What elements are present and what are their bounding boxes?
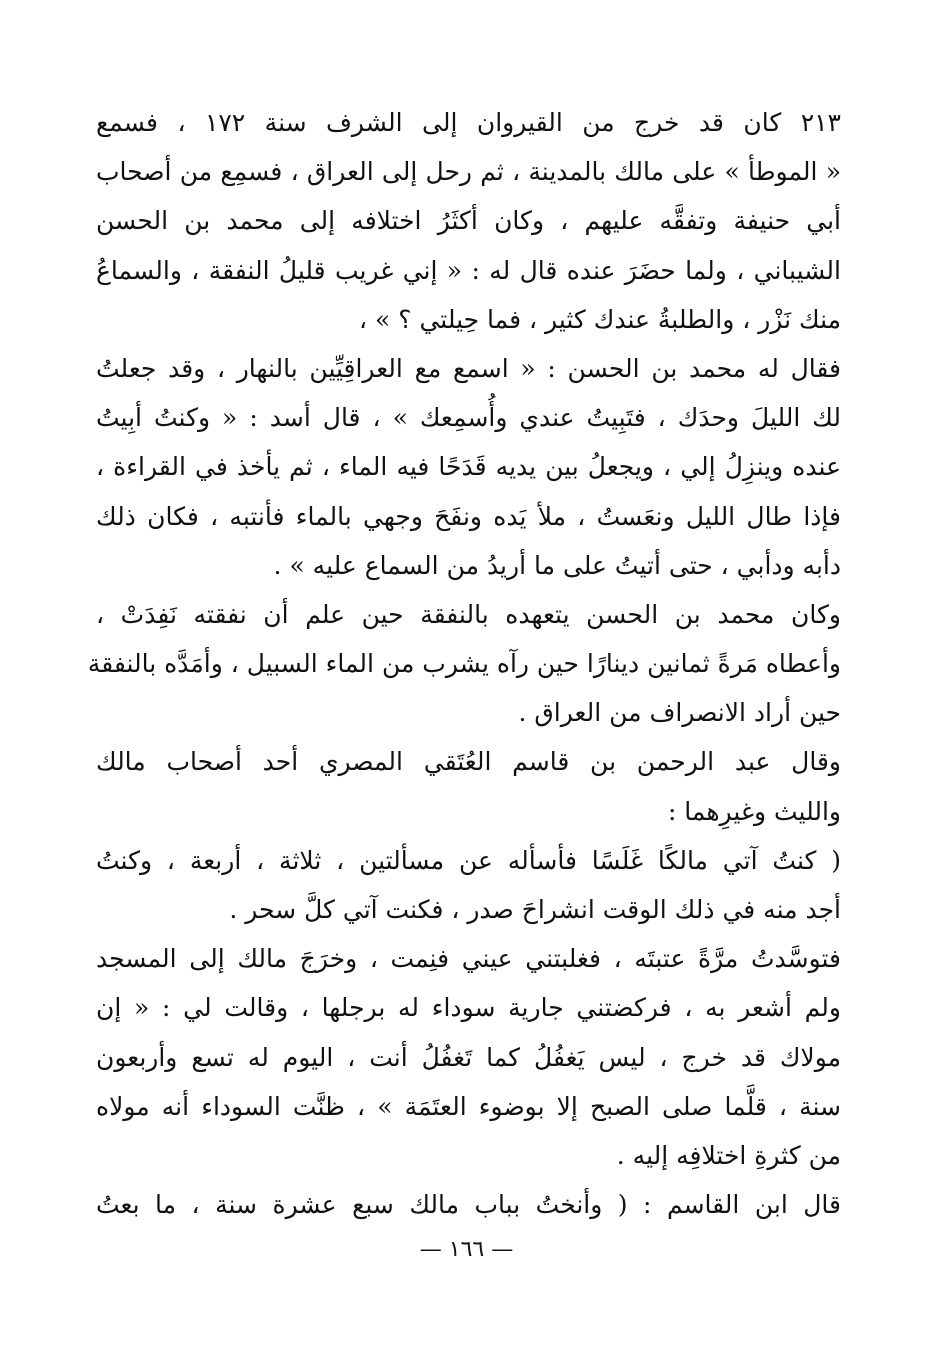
text-line: وأعطاه مَرةً ثمانين دينارًا حين رآه يشرب من الماء السبيل ، وأمَدَّه بالنفقة (87, 649, 841, 679)
body-text (87, 98, 841, 1229)
text-line: وكان محمد بن الحسن يتعهده بالنفقة حين علم أن نفقته نَفِدَتْ ، (96, 599, 841, 629)
text-line: فإذا طال الليل ونعَستُ ، ملأ يَده ونفَحَ وجهي بالماء فأنتبه ، فكان ذلك (96, 501, 841, 531)
text-line: فقال له محمد بن الحسن : « اسمع مع العراقِيِّين بالنهار ، وقد جعلتُ (96, 353, 841, 383)
text-line: مولاك قد خرج ، ليس يَغفُلُ كما تَغفُلُ أنت ، اليوم له تسع وأربعون (96, 1042, 841, 1072)
text-line: الشيباني ، ولما حضَرَ عنده قال له : « إني غريب قليلُ النفقة ، والسماعُ (96, 255, 841, 285)
text-line: وقال عبد الرحمن بن قاسم العُتَقي المصري أحد أصحاب مالك (96, 747, 841, 777)
text-line: لك الليلَ وحدَك ، فتَبِيتُ عندي وأُسمِعك » ، قال أسد : « وكنتُ أبِيتُ (96, 403, 841, 433)
text-line: أجد منه في ذلك الوقت انشراحَ صدر ، فكنت آتي كلَّ سحر . (229, 895, 841, 924)
page-number: — ١٦٦ — (419, 1237, 514, 1262)
text-line: عنده وينزِلُ إلي ، ويجعلُ بين يديه قَدَحًا فيه الماء ، ثم يأخذ في القراءة ، (96, 452, 841, 482)
text-line: ( كنتُ آتي مالكًا غَلَسًا فأسأله عن مسألتين ، ثلاثة ، أربعة ، وكنتُ (96, 845, 841, 875)
text-line: فتوسَّدتُ مرَّةً عتبتَه ، فغلبتني عيني فنِمت ، وخرَجَ مالك إلى المسجد (96, 944, 841, 974)
text-line: سنة ، قلَّما صلى الصبح إلا بوضوء العتَمَة » ، ظنَّت السوداء أنه مولاه (96, 1091, 841, 1121)
text-line: دأبه ودأبي ، حتى أتيتُ على ما أريدُ من السماع عليه » . (273, 550, 841, 580)
text-line: حين أراد الانصراف من العراق . (518, 698, 841, 728)
text-line: قال ابن القاسم : ( وأنختُ بباب مالك سبع عشرة سنة ، ما بعتُ (96, 1190, 841, 1220)
text-line: ٢١٣ كان قد خرج من القيروان إلى الشرف سنة ١٧٢ ، فسمع (96, 108, 841, 137)
text-line: والليث وغيرِهما : (667, 796, 841, 826)
text-line: أبي حنيفة وتفقَّه عليهم ، وكان أكثَرُ اختلافه إلى محمد بن الحسن (96, 206, 841, 236)
text-line: ولم أشعر به ، فركضتني جارية سوداء له برجلها ، وقالت لي : « إن (96, 993, 841, 1023)
text-line: منك نَزْر ، والطلبةُ عندك كثير ، فما حِيلتي ؟ » ، (358, 304, 841, 334)
text-line: من كثرةِ اختلافِه إليه . (616, 1140, 841, 1170)
text-line: « الموطأ » على مالك بالمدينة ، ثم رحل إلى العراق ، فسمِع من أصحاب (96, 157, 841, 187)
